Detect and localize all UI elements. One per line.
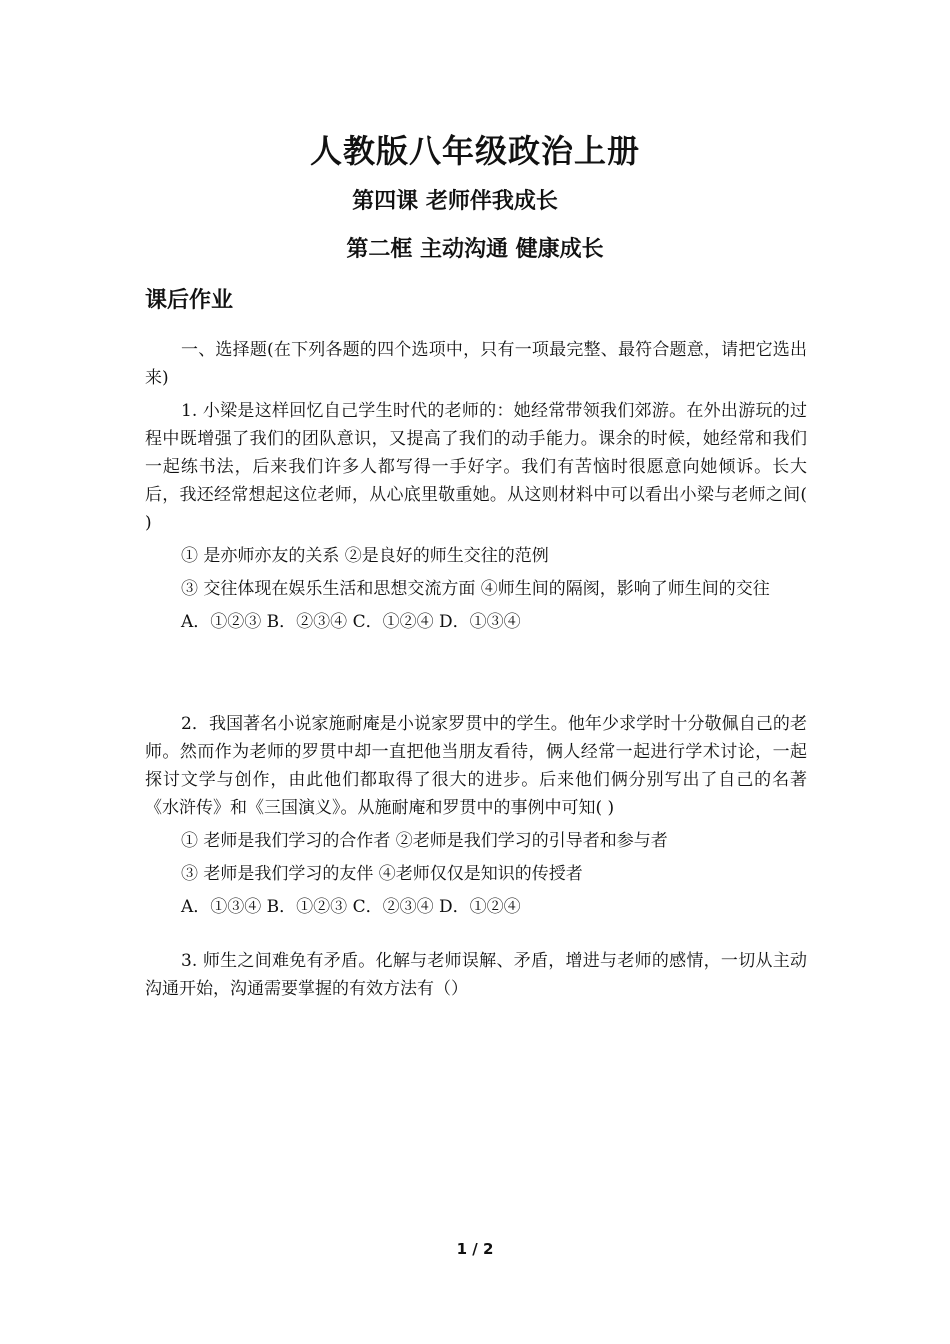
instructions: 一、选择题(在下列各题的四个选项中，只有一项最完整、最符合题意，请把它选出来) [145, 340, 807, 388]
lesson-subtitle: 第四课 老师伴我成长 [352, 189, 558, 214]
question-2-stem: 2．我国著名小说家施耐庵是小说家罗贯中的学生。他年少求学时十分敬佩自己的老师。然而作为老师的罗贯中却一直把他当朋友看待，俩人经常一起进行学术讨论，一起探讨文学与创作，由此他们都取得了很大的进步。后来他们俩分别写出了自己的名著《水浒传》和《三国演义》。从施耐庵和罗贯中的事例中可知( ) [145, 714, 807, 818]
question-1-option-line-1: ① 是亦师亦友的关系 ②是良好的师生交往的范例 [181, 546, 549, 566]
question-3-stem: 3. 师生之间难免有矛盾。化解与老师误解、矛盾，增进与老师的感情，一切从主动沟通开始，沟通需要掌握的有效方法有（） [145, 951, 807, 999]
question-1-choices: A．①②③ B．②③④ C．①②④ D．①③④ [181, 612, 521, 632]
document-body [145, 336, 807, 1003]
question-1-stem: 1. 小梁是这样回忆自己学生时代的老师的：她经常带领我们郊游。在外出游玩的过程中既增强了我们的团队意识，又提高了我们的动手能力。课余的时候，她经常和我们一起练书法，后来我们许多人都写得一手好字。我们有苦恼时很愿意向她倾诉。长大后，我还经常想起这位老师，从心底里敬重她。从这则材料中可以看出小梁与老师之间( ) [145, 401, 807, 533]
page-number: 1 / 2 [456, 1240, 494, 1258]
homework-heading: 课后作业 [145, 288, 234, 313]
question-2-option-line-1: ① 老师是我们学习的合作者 ②老师是我们学习的引导者和参与者 [181, 831, 668, 851]
document-title: 人教版八年级政治上册 [309, 132, 640, 170]
question-1-option-line-2: ③ 交往体现在娱乐生活和思想交流方面 ④师生间的隔阂，影响了师生间的交往 [181, 579, 770, 599]
question-2-choices: A．①③④ B．①②③ C．②③④ D．①②④ [181, 897, 521, 917]
question-2-option-line-2: ③ 老师是我们学习的友伴 ④老师仅仅是知识的传授者 [181, 864, 583, 884]
section-subtitle: 第二框 主动沟通 健康成长 [346, 237, 604, 262]
